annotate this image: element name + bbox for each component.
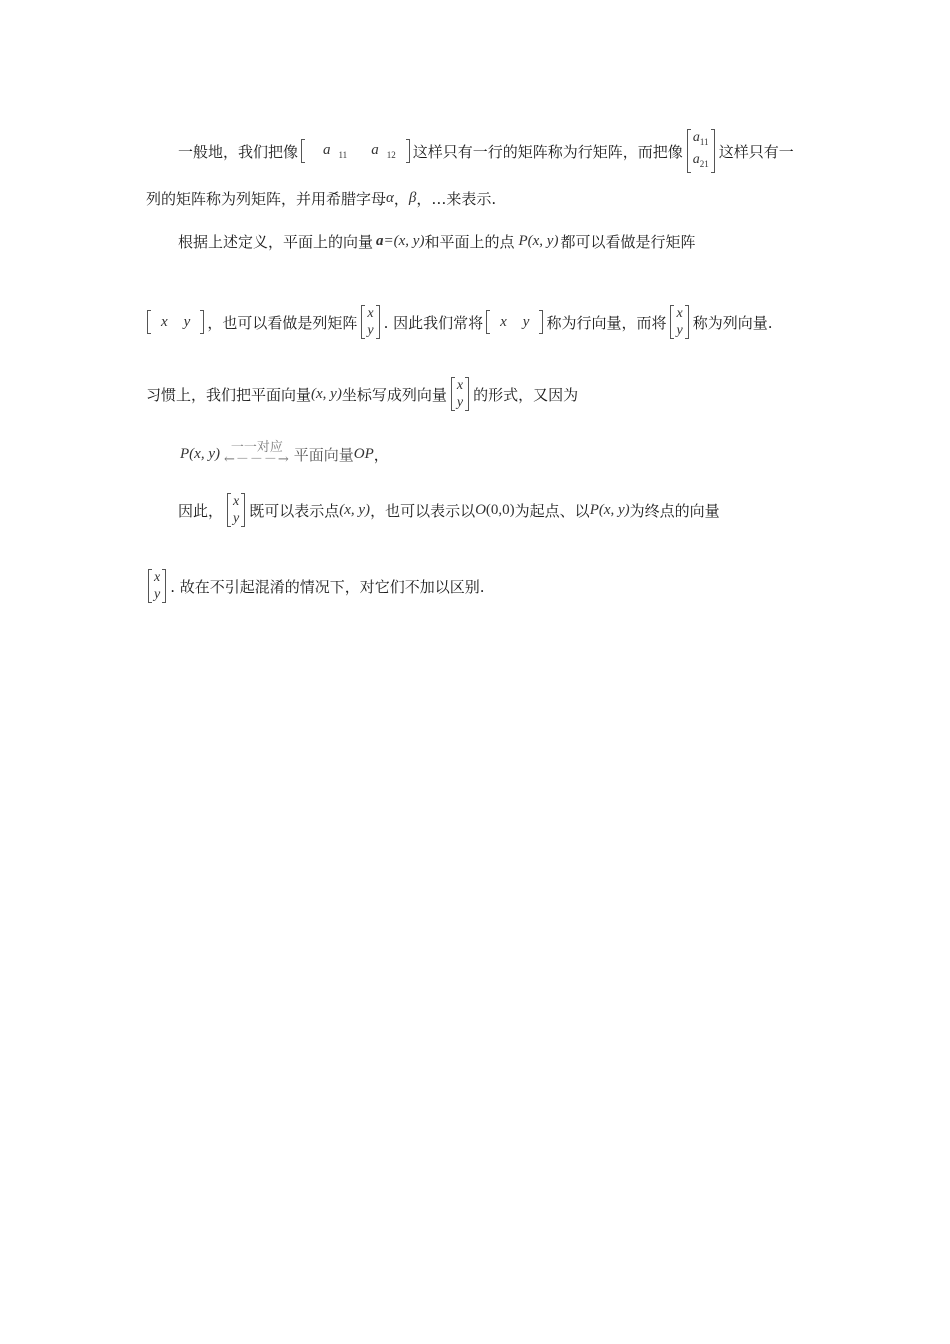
col-matrix-a: $a_{11}$ $a_{21}$ xyxy=(687,129,715,173)
point-P-2: P xyxy=(589,501,599,518)
p1-text4: 列的矩阵称为列矩阵，并用希腊字母 xyxy=(146,189,387,208)
p1-text3: 这样只有一 xyxy=(718,142,794,161)
col-vector-xy-5: x y xyxy=(148,569,166,603)
p3-text5: 为终点的向量 xyxy=(629,501,720,520)
p2-text1: 根据上述定义，平面上的向量 xyxy=(178,232,374,251)
vector-a-coords: =(x, y) xyxy=(383,232,425,249)
p2-text8: 习惯上，我们把平面向量 xyxy=(146,385,312,404)
col-vector-xy-4: x y xyxy=(227,493,245,527)
correspondence-line xyxy=(180,440,389,468)
arrow-label: 一一对应 xyxy=(230,440,283,455)
p2-text2: 和平面上的点 xyxy=(424,232,515,251)
p2-text5: . 因此我们常将 xyxy=(383,313,484,332)
p2-line3 xyxy=(146,374,578,414)
p2-text3: 都可以看做是行矩阵 xyxy=(560,232,696,251)
point-P: P xyxy=(518,232,528,249)
row-matrix-a: a $_{11}$ a $_{12}$ xyxy=(301,140,410,162)
p3-text2: 既可以表示点 xyxy=(249,501,340,520)
col-vector-xy-2: x y xyxy=(670,305,688,339)
alpha: α xyxy=(386,189,394,206)
p2-text6: 称为行向量，而将 xyxy=(546,313,667,332)
comma: ， xyxy=(393,189,409,208)
p2-line2 xyxy=(144,302,772,342)
p2-text9: 坐标写成列向量 xyxy=(341,385,447,404)
point-P-coords: (x, y) xyxy=(527,232,559,249)
row-vector-xy-2: x y xyxy=(486,311,543,333)
origin-O: O xyxy=(475,501,486,518)
point-P-2-coords: (x, y) xyxy=(598,501,630,518)
vector-OP: OP xyxy=(353,445,374,462)
origin-coords: (0,0) xyxy=(485,501,515,518)
p2-text10: 的形式，又因为 xyxy=(473,385,579,404)
vector-coords: (x, y) xyxy=(311,385,342,402)
p2-text7: 称为列向量. xyxy=(692,313,773,332)
plane-vector-text: 平面向量 xyxy=(293,445,354,464)
bidirectional-arrow xyxy=(224,442,290,466)
p2-text4: ，也可以看做是列矩阵 xyxy=(207,313,358,332)
p1-line1 xyxy=(178,130,794,169)
point-P-xy: P(x, y) xyxy=(180,445,220,462)
p3-text4: 为起点、以 xyxy=(514,501,590,520)
col-vector-xy-3: x y xyxy=(451,377,469,411)
p1-text2: 这样只有一行的矩阵称为行矩阵，而把像 xyxy=(412,142,683,161)
p1-text5: ，…来表示. xyxy=(416,189,497,208)
p3-text3: ，也可以表示以 xyxy=(370,501,476,520)
p1-line2 xyxy=(146,186,496,210)
beta: β xyxy=(408,189,417,206)
arrow-line: ←－－－→ xyxy=(223,452,290,467)
p1-text1: 一般地，我们把像 xyxy=(178,142,299,161)
point-xy: (x, y) xyxy=(339,501,371,518)
p2-line1 xyxy=(178,228,695,254)
p3-text1: 因此， xyxy=(178,501,224,520)
col-vector-xy: x y xyxy=(361,305,379,339)
p3-line2 xyxy=(144,566,485,606)
p3-text6: . 故在不引起混淆的情况下，对它们不加以区别. xyxy=(170,577,485,596)
p3-line1 xyxy=(178,490,720,530)
vector-a: a xyxy=(376,232,384,249)
row-vector-xy: x y xyxy=(147,311,204,333)
trailing-comma: ， xyxy=(373,445,389,464)
